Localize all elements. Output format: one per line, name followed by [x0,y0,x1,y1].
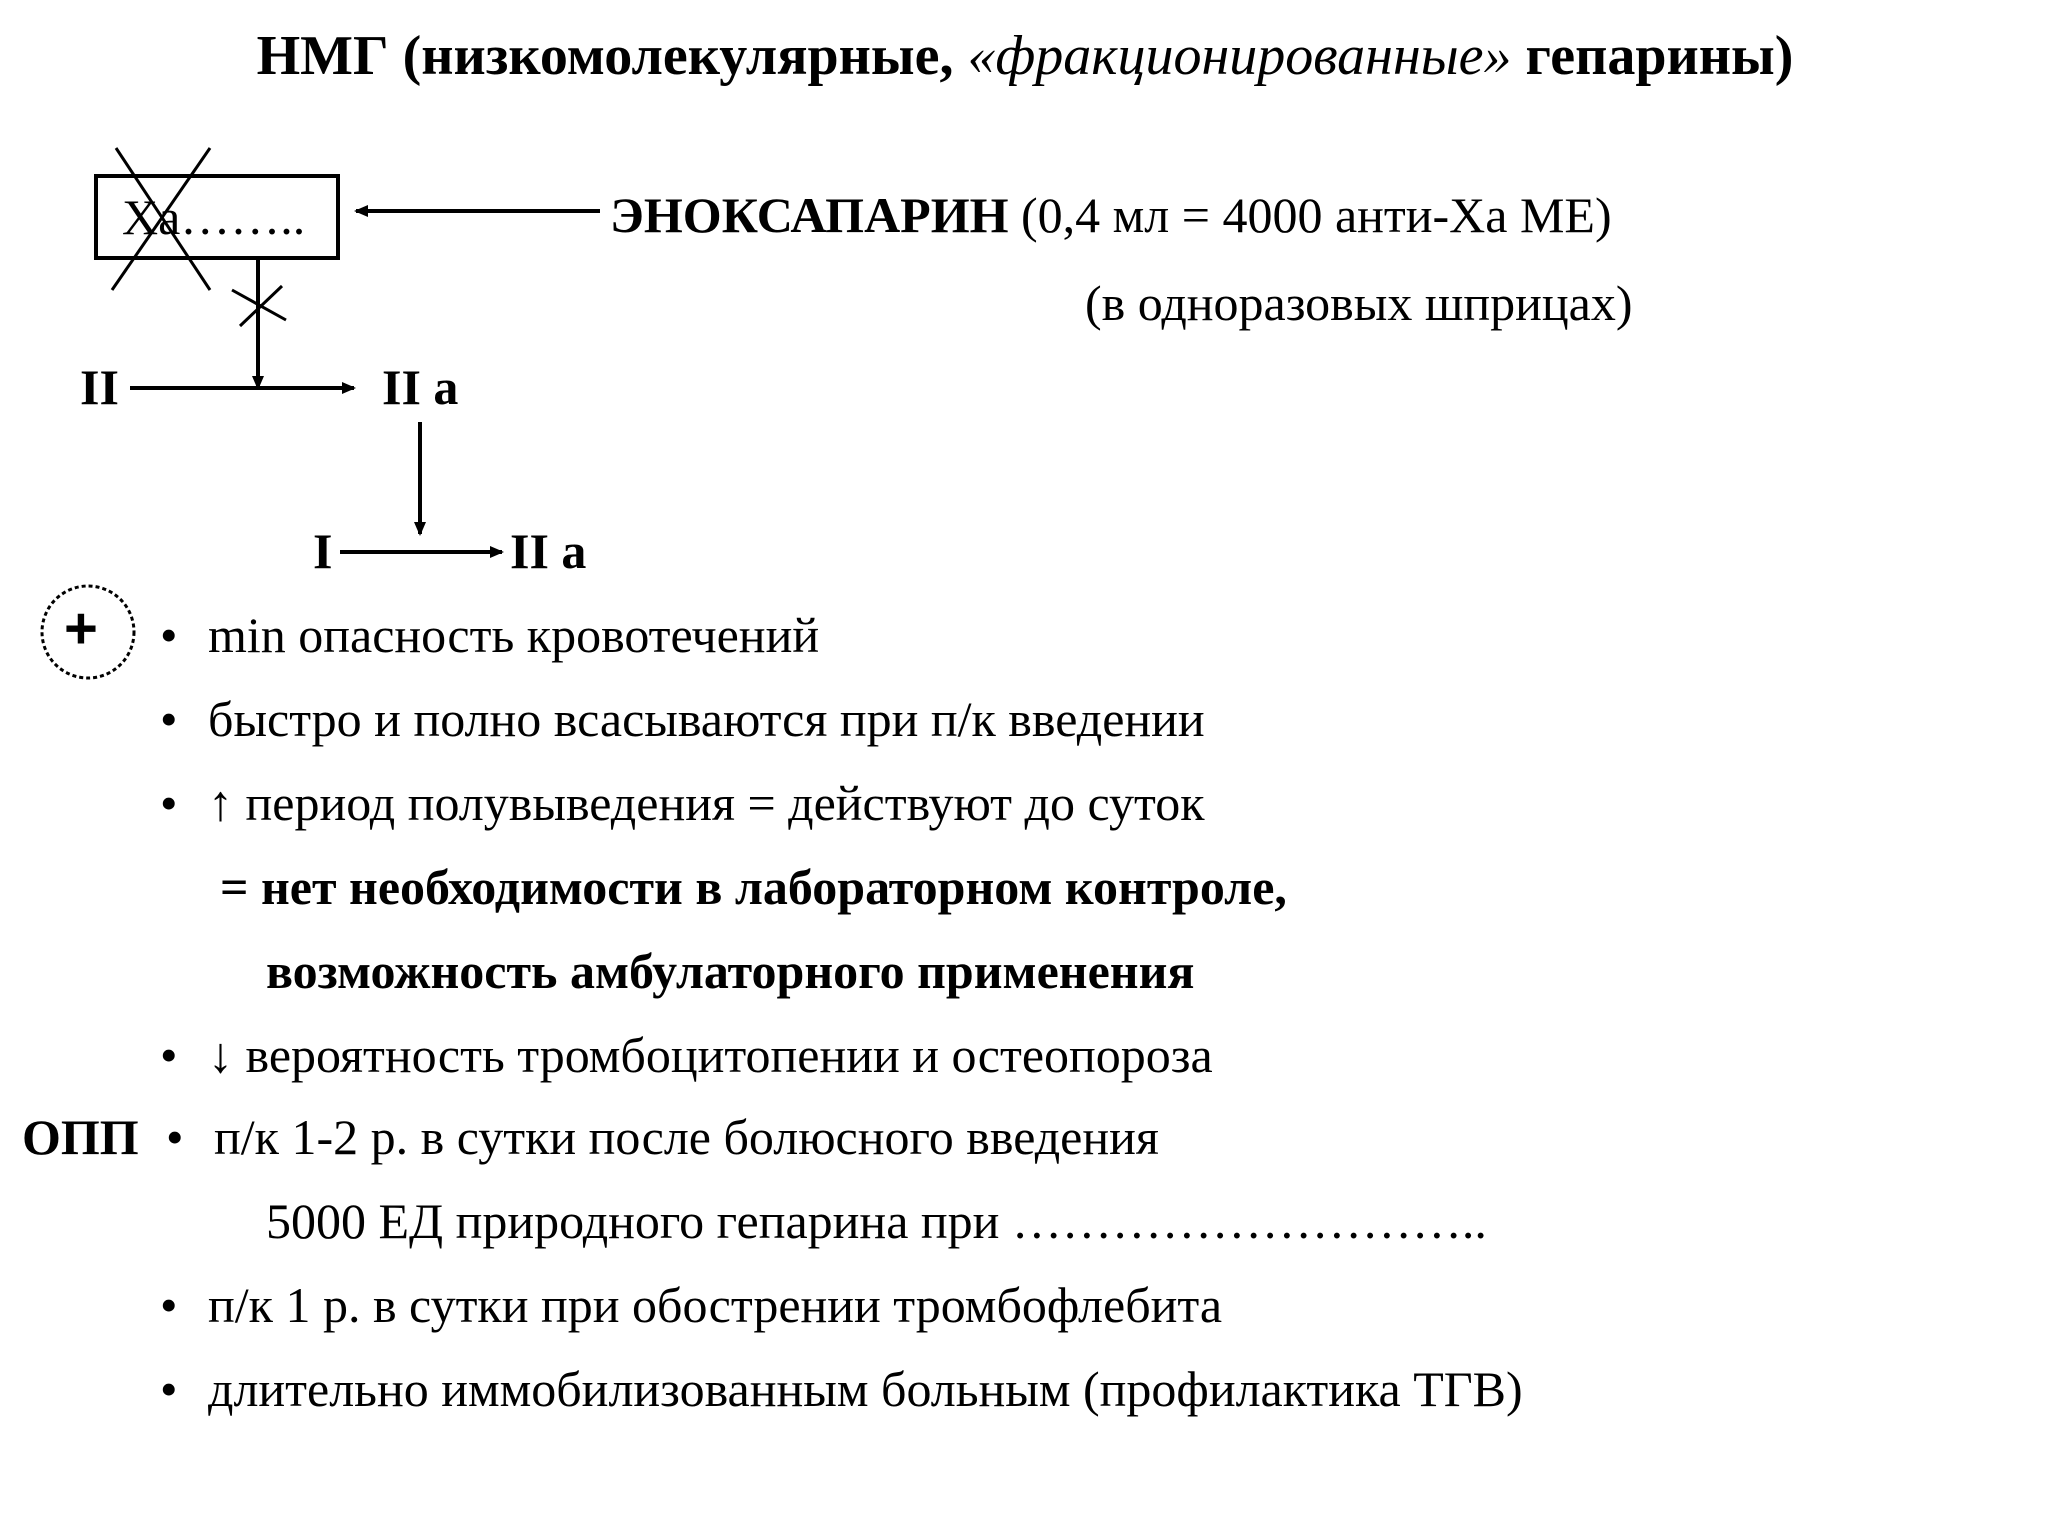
indication-1-line-2: 5000 ЕД природного гепарина при ……………………….. [266,1193,1487,1249]
title-part2-italic: «фракционированные» [967,25,1512,87]
indication-2: п/к 1 р. в сутки при обострении тромбофлебита [208,1277,1223,1333]
advantage-4: ↓ вероятность тромбоцитопении и остеопороза [208,1027,1213,1083]
xa-box-label: Xa…….. [122,189,306,245]
bullet: • [160,1027,178,1083]
drug-name: ЭНОКСАПАРИН [610,187,1009,243]
bullet: • [160,775,178,831]
list-item [160,775,1205,831]
advantage-2: быстро и полно всасываются при п/к введении [208,691,1205,747]
bullet: • [160,691,178,747]
indication-3: длительно иммобилизованным больным (профилактика ТГВ) [208,1361,1523,1417]
list-item [160,1361,1523,1417]
conclusion-line-2: возможность амбулаторного применения [266,943,1195,999]
drug-form: (в одноразовых шприцах) [1085,275,1633,331]
factor-I: I [313,523,333,579]
drug-dose: (0,4 мл = 4000 анти-Ха МЕ) [1008,187,1612,243]
bullet: • [160,1277,178,1333]
indication-1-line-1: п/к 1-2 р. в сутки после болюсного введения [214,1109,1159,1165]
drug-info [610,187,1612,243]
small-cross-line-2 [240,286,282,326]
advantage-1: min опасность кровотечений [208,607,820,663]
advantage-3: ↑ период полувыведения = действуют до суток [208,775,1205,831]
list-item [160,691,1205,747]
title-part3: гепарины) [1511,25,1794,87]
bullet: • [160,607,178,663]
factor-II: II [80,359,119,415]
list-item [160,1277,1223,1333]
bullet: • [166,1109,184,1165]
list-item [166,1109,1159,1165]
title-part1: НМГ (низкомолекулярные, [256,25,968,87]
factor-IIa-2: II a [510,523,587,579]
list-item [160,607,820,663]
list-item [160,1027,1213,1083]
conclusion-line-1: = нет необходимости в лабораторном контроле, [220,859,1287,915]
bullet: • [160,1361,178,1417]
factor-IIa-1: II a [382,359,459,415]
indications-label: ОПП [22,1109,139,1165]
plus-sign-icon: + [64,596,98,661]
